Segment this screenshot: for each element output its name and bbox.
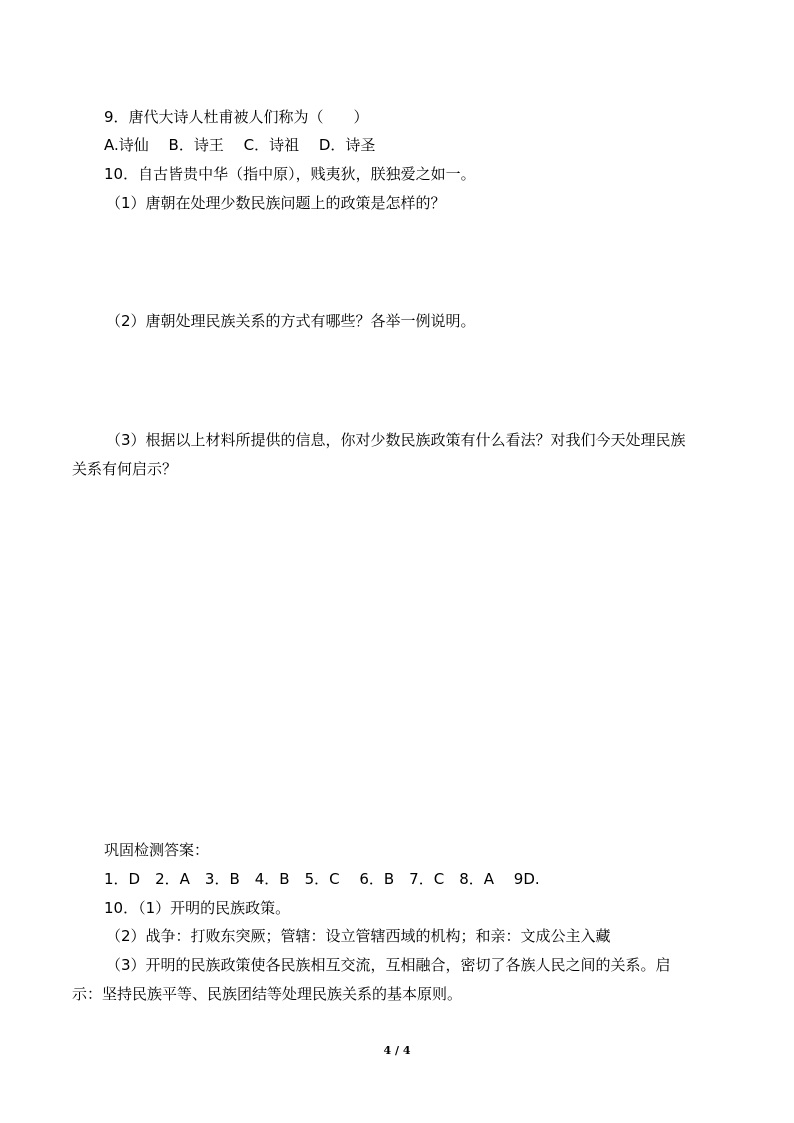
question-9-options: A.诗仙 B．诗王 C．诗祖 D．诗圣 [104,136,376,154]
answers-heading: 巩固检测答案： [104,841,210,859]
answer-10-3-line2: 示：坚持民族平等、民族团结等处理民族关系的基本原则。 [72,985,463,1003]
question-10-sub3-line1: （3）根据以上材料所提供的信息，你对少数民族政策有什么看法？对我们今天处理民族 [106,431,686,449]
answer-10-1: 10．（1）开明的民族政策。 [104,899,291,917]
page-number: 4 / 4 [383,1044,411,1057]
question-10-sub1: （1）唐朝在处理少数民族问题上的政策是怎样的？ [106,194,446,212]
question-10-material: 10．自古皆贵中华（指中原），贱夷狄，朕独爱之如一。 [104,165,476,183]
question-9-stem: 9．唐代大诗人杜甫被人们称为（ ） [104,108,369,126]
question-10-sub3-line2: 关系有何启示？ [72,460,178,478]
question-10-sub2: （2）唐朝处理民族关系的方式有哪些？各举一例说明。 [106,312,476,330]
answer-10-3-line1: （3）开明的民族政策使各民族相互交流，互相融合，密切了各族人民之间的关系。启 [106,956,671,974]
answers-choices: 1．D 2．A 3．B 4．B 5．C 6．B 7．C 8．A 9D. [104,870,540,888]
answer-10-2: （2）战争：打败东突厥；管辖：设立管辖西域的机构；和亲：文成公主入藏 [106,927,611,945]
